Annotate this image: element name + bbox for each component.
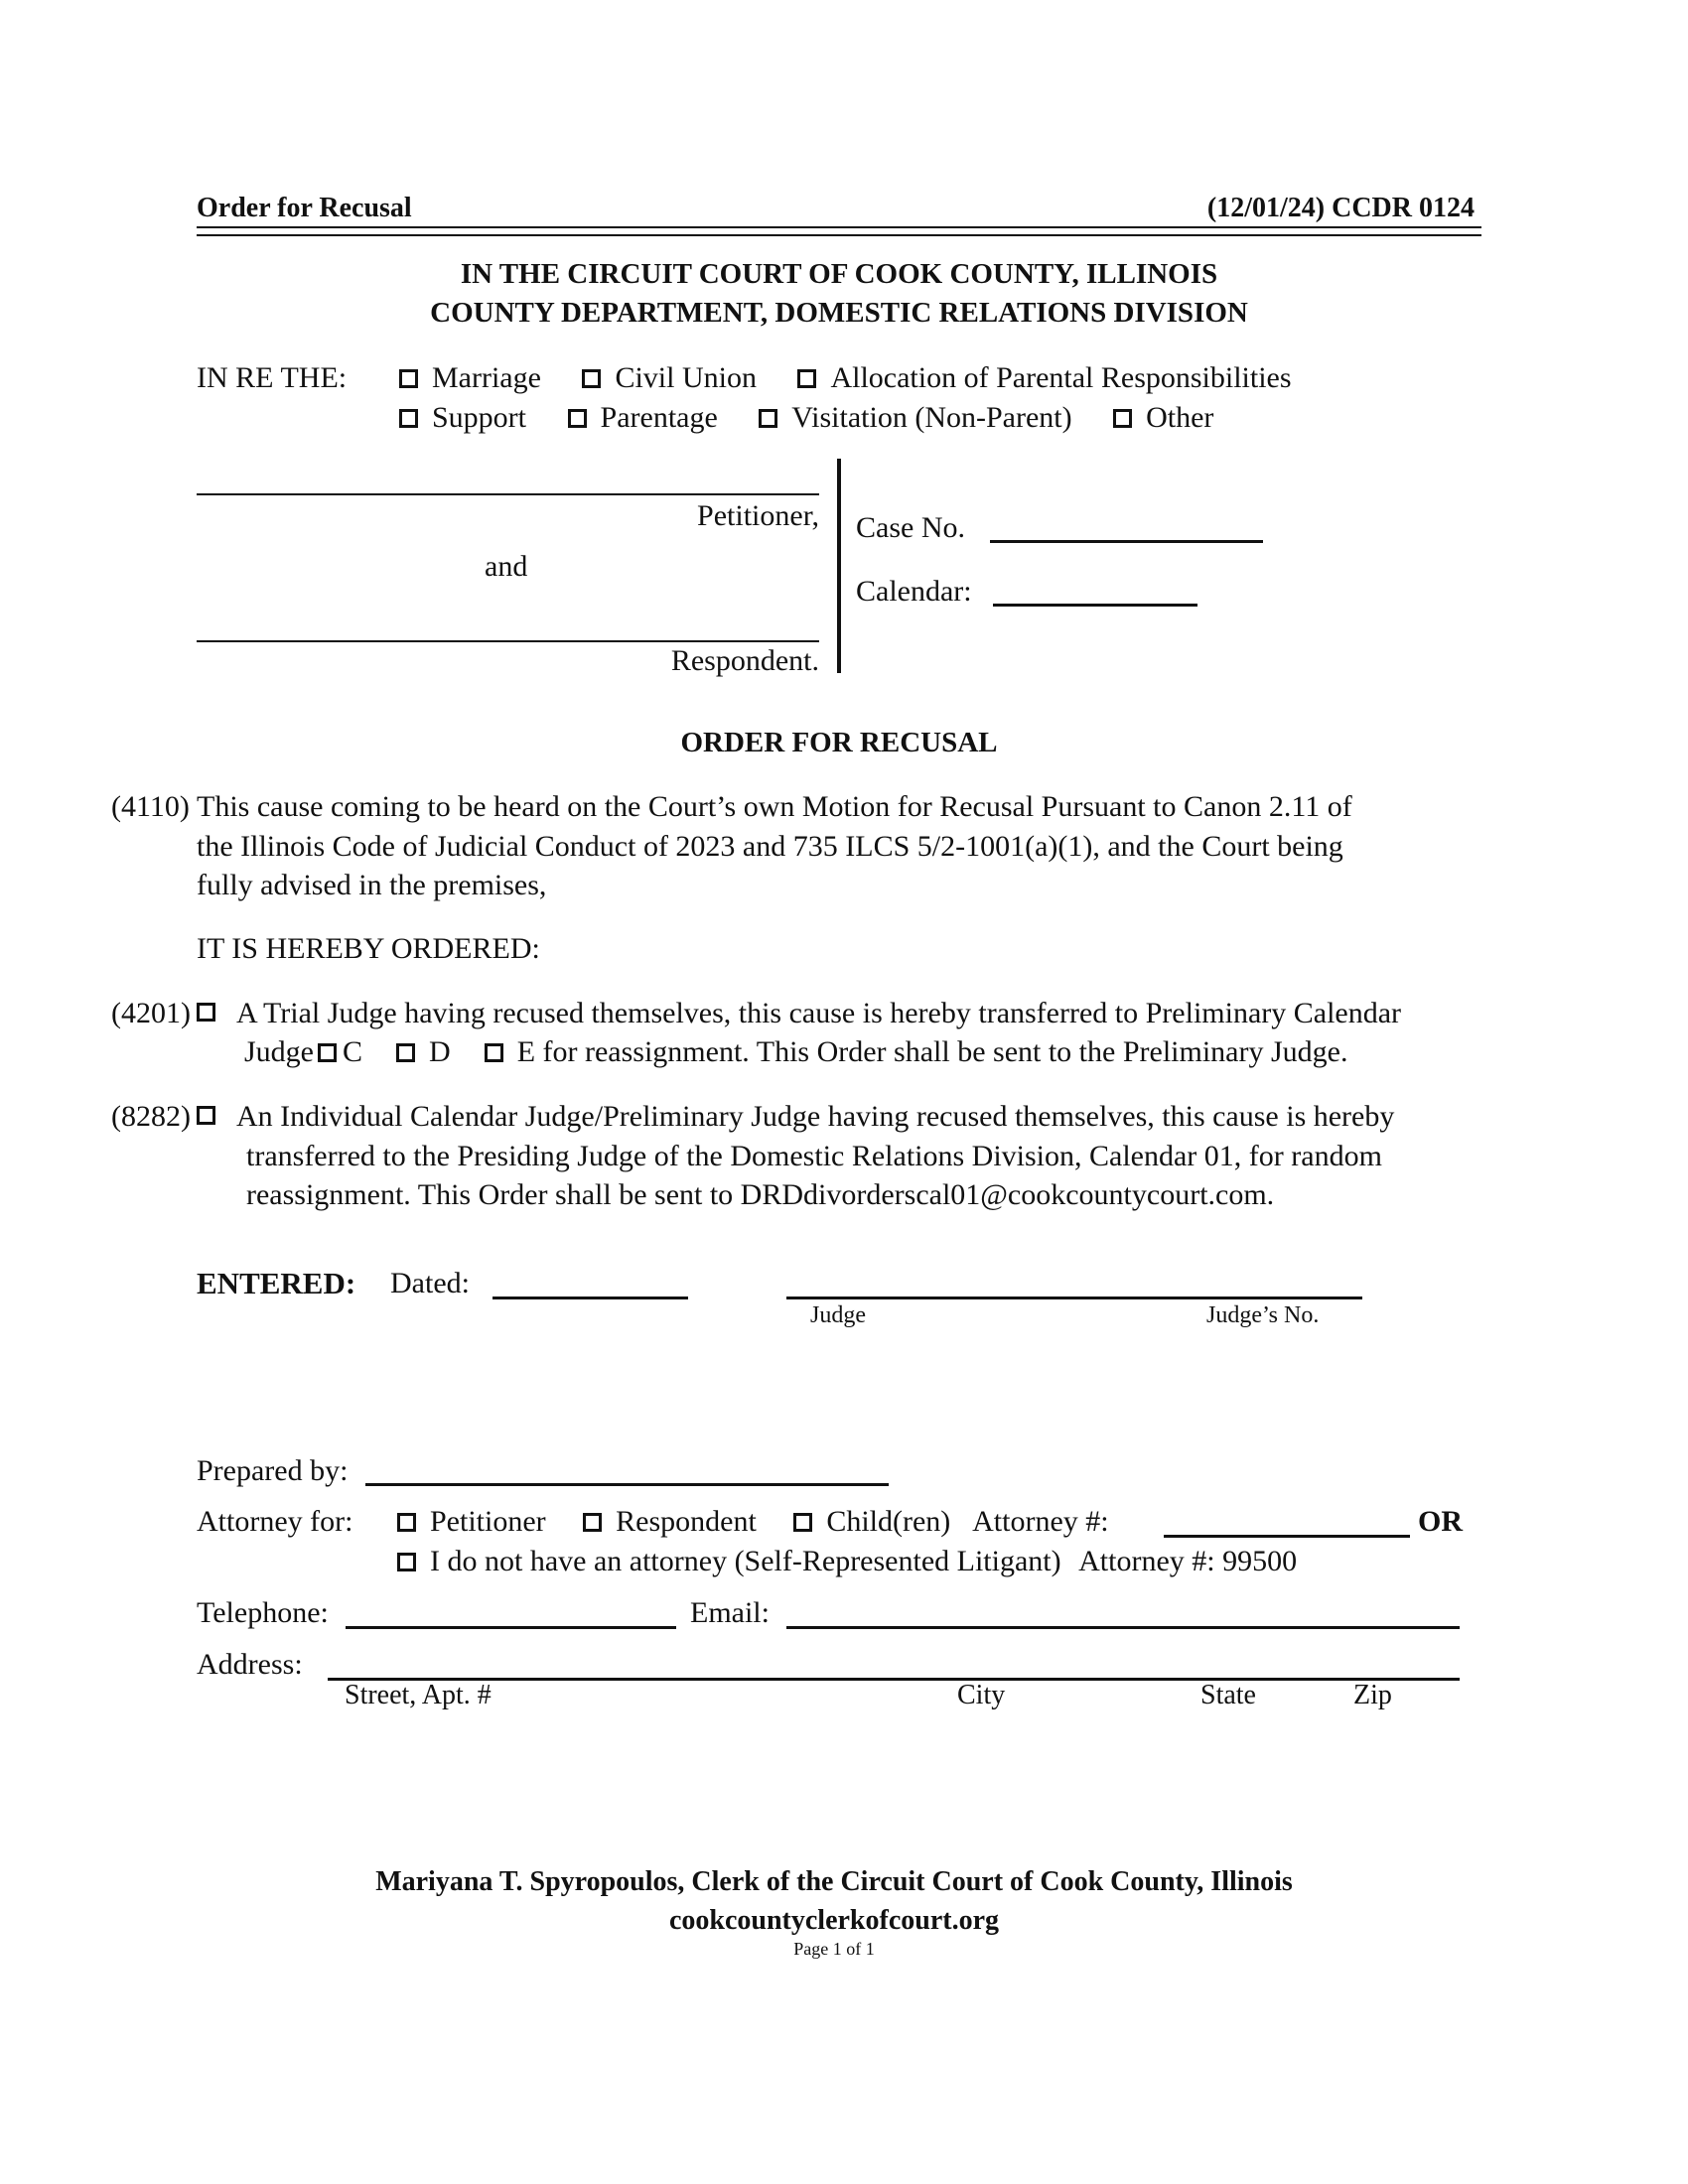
petitioner-name-field[interactable] <box>197 462 819 495</box>
p4201-line-1: A Trial Judge having recused themselves, this cause is hereby transferred to Preliminary Calendar <box>236 997 1402 1029</box>
telephone-field[interactable] <box>346 1592 676 1629</box>
prepared-by-field[interactable] <box>365 1449 889 1486</box>
checkbox-calendar-e-icon[interactable] <box>485 1043 503 1062</box>
and-label: and <box>485 550 528 583</box>
state-sublabel: State <box>1200 1680 1256 1710</box>
checkbox-icon[interactable] <box>759 409 777 428</box>
option-visitation-non-parent[interactable]: Visitation (Non-Parent) <box>759 403 1071 433</box>
case-no-label: Case No. <box>856 511 965 544</box>
email-field[interactable] <box>786 1592 1460 1629</box>
option-parentage[interactable]: Parentage <box>568 403 718 433</box>
option-children[interactable]: Child(ren) <box>793 1507 950 1537</box>
address-label: Address: <box>197 1648 303 1681</box>
clerk-name: Mariyana T. Spyropoulos, Clerk of the Circuit Court of Cook County, Illinois <box>375 1866 1293 1897</box>
self-represented-option[interactable]: I do not have an attorney (Self-Represented Litigant) Attorney #: 99500 <box>397 1547 1297 1576</box>
checkbox-icon[interactable] <box>582 369 601 388</box>
checkbox-4201-icon[interactable] <box>197 1003 215 1022</box>
calendar-field[interactable] <box>993 570 1197 607</box>
option-other[interactable]: Other <box>1113 403 1213 433</box>
checkbox-8282-icon[interactable] <box>197 1106 215 1125</box>
checkbox-icon[interactable] <box>797 369 816 388</box>
p4110-line-3: fully advised in the premises, <box>197 869 547 901</box>
option-marriage[interactable]: Marriage <box>399 363 541 393</box>
or-label: OR <box>1418 1505 1463 1538</box>
clerk-website[interactable]: cookcountyclerkofcourt.org <box>668 1905 1000 1936</box>
court-division: COUNTY DEPARTMENT, DOMESTIC RELATIONS DIVISION <box>430 297 1248 329</box>
option-petitioner[interactable]: Petitioner <box>397 1507 546 1537</box>
code-8282: (8282) <box>111 1100 191 1133</box>
p4110-line-2: the Illinois Code of Judicial Conduct of 2023 and 735 ILCS 5/2-1001(a)(1), and the Court being <box>197 830 1343 863</box>
checkbox-icon[interactable] <box>399 409 418 428</box>
city-sublabel: City <box>957 1680 1006 1710</box>
prepared-by-label: Prepared by: <box>197 1454 349 1487</box>
checkbox-icon[interactable] <box>1113 409 1132 428</box>
telephone-label: Telephone: <box>197 1596 329 1629</box>
self-rep-attorney-no: Attorney #: 99500 <box>1078 1545 1298 1577</box>
email-label: Email: <box>690 1596 770 1629</box>
p4201-line-2: Judge C D E for reassignment. This Order shall be sent to the Preliminary Judge. <box>244 1035 1348 1068</box>
entered-label: ENTERED: <box>197 1266 356 1300</box>
code-4201: (4201) <box>111 997 191 1029</box>
street-sublabel: Street, Apt. # <box>345 1680 492 1710</box>
judge-signature-field[interactable] <box>786 1263 1362 1299</box>
form-code: (12/01/24) CCDR 0124 <box>1206 193 1475 223</box>
in-re-row-1 <box>399 363 1326 393</box>
respondent-label: Respondent. <box>670 644 819 677</box>
page-number: Page 1 of 1 <box>793 1939 875 1959</box>
case-no-field[interactable] <box>990 506 1263 543</box>
in-re-row-2 <box>399 403 1247 433</box>
option-civil-union[interactable]: Civil Union <box>582 363 757 393</box>
option-support[interactable]: Support <box>399 403 526 433</box>
judge-no-label: Judge’s No. <box>1206 1302 1320 1328</box>
option-allocation-parental-responsibilities[interactable]: Allocation of Parental Responsibilities <box>797 363 1291 393</box>
ordered-heading: IT IS HEREBY ORDERED: <box>197 932 540 965</box>
checkbox-icon[interactable] <box>399 369 418 388</box>
form-title: Order for Recusal <box>197 193 412 223</box>
header-rule-top <box>197 226 1481 228</box>
checkbox-icon[interactable] <box>793 1513 812 1532</box>
calendar-label: Calendar: <box>856 575 972 608</box>
judge-label: Judge <box>810 1302 866 1328</box>
attorney-for-options <box>397 1507 1109 1537</box>
respondent-name-field[interactable] <box>197 609 819 642</box>
dated-field[interactable] <box>492 1263 688 1299</box>
order-title: ORDER FOR RECUSAL <box>680 727 998 758</box>
in-re-label: IN RE THE: <box>197 361 348 394</box>
checkbox-calendar-c-icon[interactable] <box>318 1043 337 1062</box>
checkbox-icon[interactable] <box>568 409 587 428</box>
checkbox-icon[interactable] <box>397 1553 416 1571</box>
p8282-line-1: An Individual Calendar Judge/Preliminary Judge having recused themselves, this cause is hereby <box>236 1100 1395 1133</box>
attorney-for-label: Attorney for: <box>197 1505 353 1538</box>
p8282-line-2: transferred to the Presiding Judge of the Domestic Relations Division, Calendar 01, for random <box>246 1140 1382 1172</box>
zip-sublabel: Zip <box>1353 1680 1392 1710</box>
header-rule-bottom <box>197 234 1481 236</box>
p4110-line-1: This cause coming to be heard on the Court’s own Motion for Recusal Pursuant to Canon 2.11 of <box>197 790 1352 823</box>
petitioner-label: Petitioner, <box>697 499 819 532</box>
option-respondent[interactable]: Respondent <box>583 1507 757 1537</box>
checkbox-icon[interactable] <box>397 1513 416 1532</box>
dated-label: Dated: <box>390 1267 470 1299</box>
court-name: IN THE CIRCUIT COURT OF COOK COUNTY, ILLINOIS <box>460 258 1218 290</box>
attorney-no-field[interactable] <box>1164 1501 1410 1538</box>
attorney-no-label: Attorney #: <box>972 1505 1109 1538</box>
code-4110: (4110) <box>111 790 190 823</box>
caption-divider <box>837 459 841 673</box>
address-field[interactable] <box>328 1644 1460 1681</box>
p8282-line-3: reassignment. This Order shall be sent to DRDdivorderscal01@cookcountycourt.com. <box>246 1178 1275 1211</box>
checkbox-icon[interactable] <box>583 1513 602 1532</box>
checkbox-calendar-d-icon[interactable] <box>396 1043 415 1062</box>
